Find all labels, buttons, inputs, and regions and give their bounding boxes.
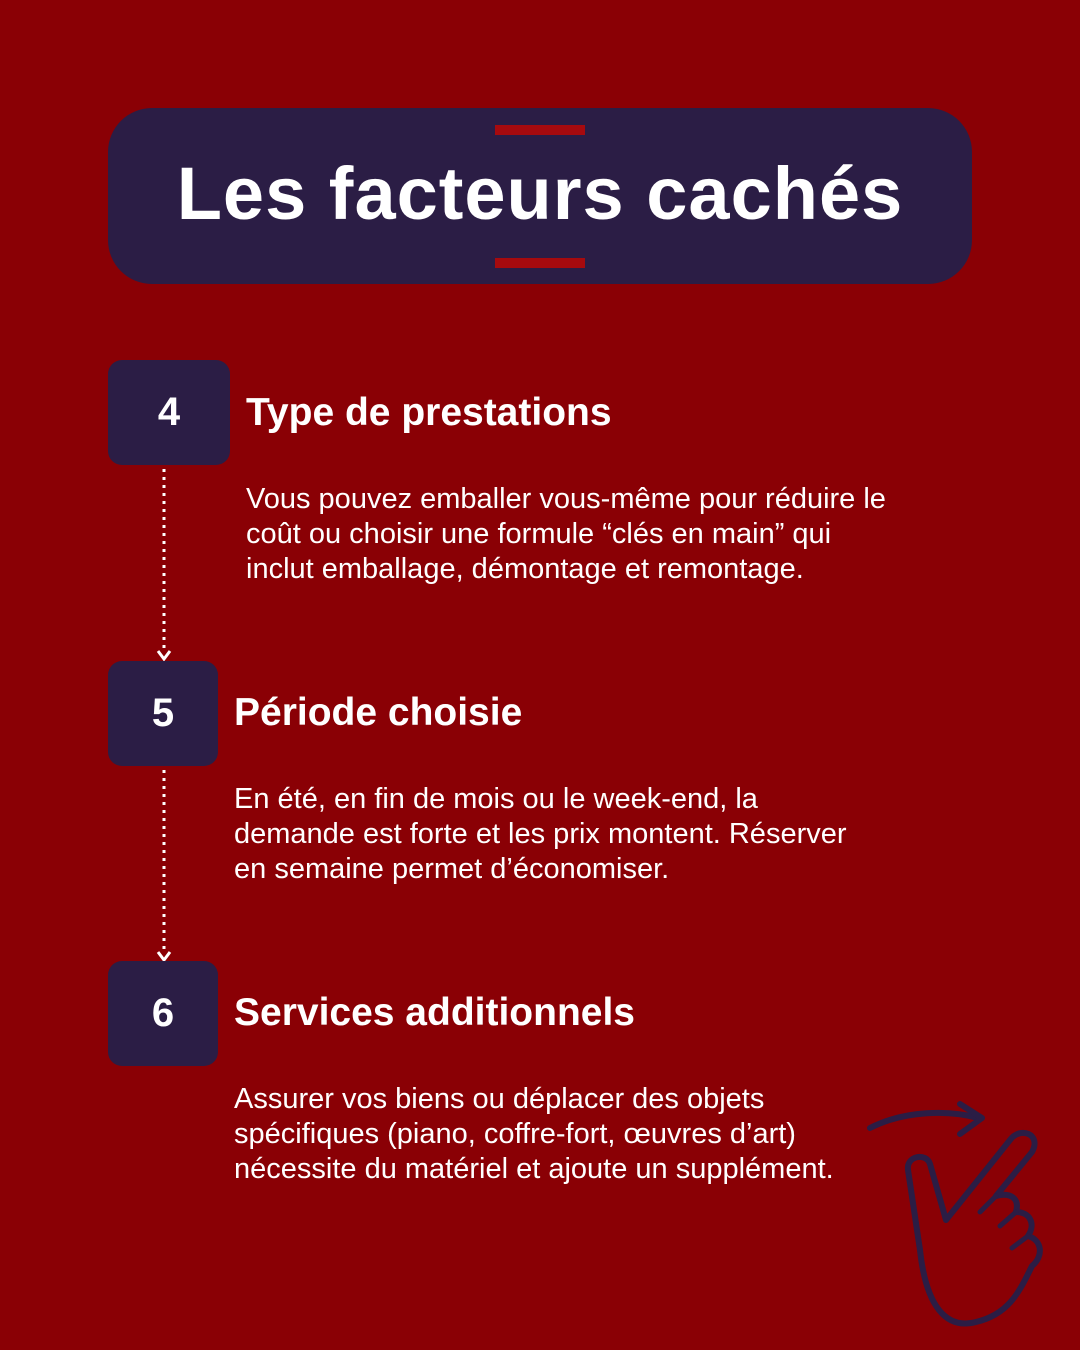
title-accent-bar-top [495,125,585,135]
dotted-arrow-down-icon [152,766,176,966]
step-description: Vous pouvez emballer vous-même pour réduire le coût ou choisir une formule “clés en main” qui inclut emballage, démontage et remontage. [246,483,886,585]
swipe-hand-icon [860,1100,1060,1340]
dotted-arrow-down-icon [152,465,176,665]
step-number-badge: 4 [108,360,230,465]
title-accent-bar-bottom [495,258,585,268]
step-description: Assurer vos biens ou déplacer des objets spécifiques (piano, coffre-fort, œuvres d’art) nécessite du matériel et ajoute un supplément. [234,1083,834,1185]
step-title: Type de prestations [246,391,612,434]
step-number-badge: 5 [108,661,218,766]
title-banner [108,108,972,284]
step-number-badge: 6 [108,961,218,1066]
step-title: Période choisie [234,691,523,734]
step-title: Services additionnels [234,991,635,1034]
step-description: En été, en fin de mois ou le week-end, la demande est forte et les prix montent. Réserver en semaine permet d’économiser. [234,783,847,885]
page-title: Les facteurs cachés [176,152,904,235]
